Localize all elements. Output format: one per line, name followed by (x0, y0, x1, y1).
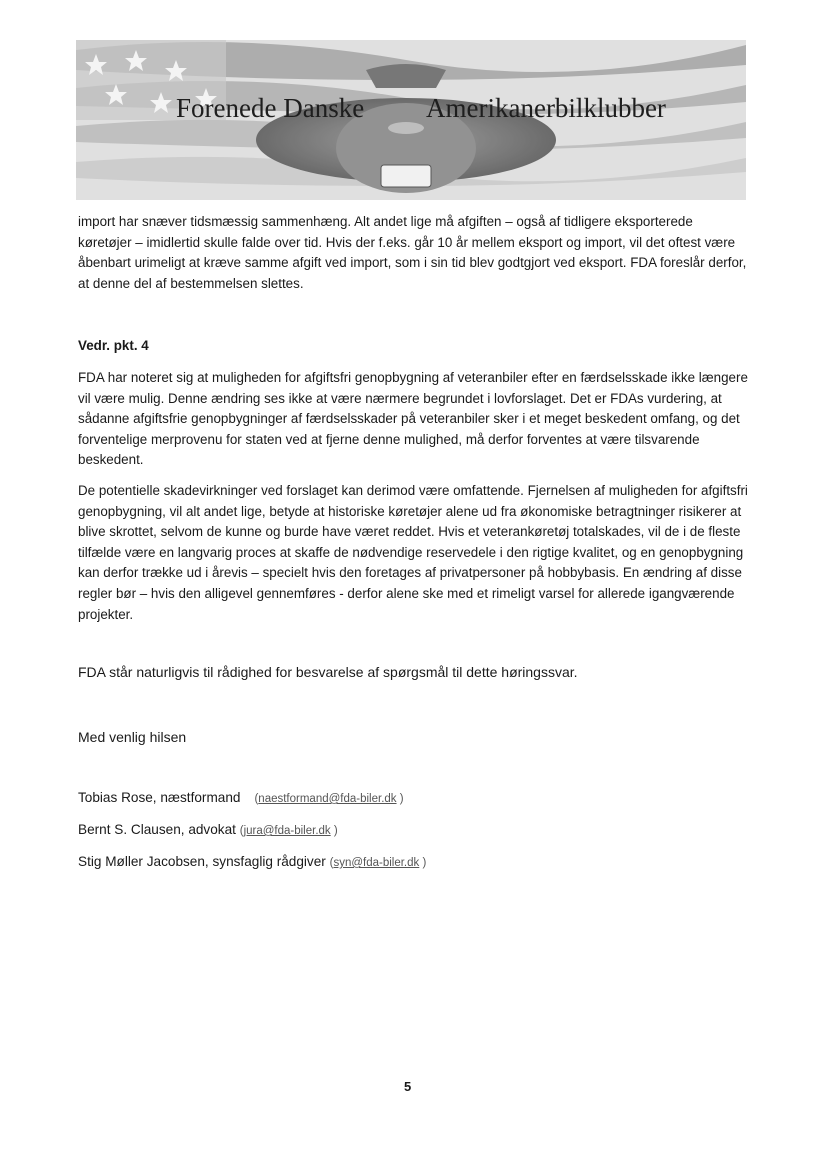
signatory-name: Tobias Rose, næstformand (78, 790, 241, 805)
letterhead-banner (76, 40, 746, 200)
paragraph-pkt4-intro: FDA har noteret sig at muligheden for afgiftsfri genopbygning af veteranbiler efter en færdselsskade ikke længere vil være mulig. Denne ændring ses ikke at være nærmere begrundet i lovforslaget. Det er FDAs vurdering, at sådanne afgiftsfrie genopbygninger af færdselsskader på veteranbiler sker i et meget beskedent omfang, og det forventelige merprovenu for staten ved at fjerne denne mulighed, må derfor forventes at være tilsvarende beskedent. (78, 370, 748, 468)
org-name-part-1: Forenede Danske (176, 93, 365, 123)
email-link[interactable]: naestformand@fda-biler.dk (258, 793, 397, 805)
email-wrapper: (naestformand@fda-biler.dk ) (254, 793, 404, 805)
signature-line (78, 788, 404, 809)
paragraph-pkt4-consequences: De potentielle skadevirkninger ved forslaget kan derimod være omfattende. Fjernelsen af muligheden for afgiftsfri genopbygning, vil alt andet lige, betyde at historiske køretøjer alene ud fra økonomiske betragtninger risikerer at blive skrottet, selvom de kunne og burde have været reddet. Hvis et veterankøretøj totalskades, vil de i de fleste tilfælde være en langvarig proces at skaffe de nødvendige reservedele i den rigtige kvalitet, og en genopbygning kan derfor trække ud i årevis – specielt hvis den foretages af privatpersoner på hobbybasis. En ændring af disse regler bør – hvis den alligevel gennemføres - derfor alene ske med et rimeligt varsel for allerede igangværende projekter. (78, 483, 748, 622)
email-wrapper: (syn@fda-biler.dk ) (329, 857, 427, 869)
availability-statement: FDA står naturligvis til rådighed for besvarelse af spørgsmål til dette høringssvar. (78, 664, 578, 680)
closing-greeting: Med venlig hilsen (78, 729, 187, 745)
signature-line (78, 820, 338, 841)
signatory-name: Stig Møller Jacobsen, synsfaglig rådgiver (78, 854, 326, 869)
signatory-name: Bernt S. Clausen, advokat (78, 822, 236, 837)
email-link[interactable]: jura@fda-biler.dk (243, 825, 331, 837)
organization-name (176, 93, 736, 124)
section-heading: Vedr. pkt. 4 (78, 338, 149, 353)
page-number: 5 (404, 1079, 412, 1094)
org-name-part-2: Amerikanerbilklubber (426, 93, 666, 123)
paragraph-continuation: import har snæver tidsmæssig sammenhæng. Alt andet lige må afgiften – også af tidligere eksporterede køretøjer – imidlertid skulle falde over tid. Hvis der f.eks. går 10 år mellem eksport og import, vil det oftest være åbenbart urimeligt at kræve samme afgift ved import, som i sin tid blev godtgjort ved eksport. FDA foreslår derfor, at denne del af bestemmelsen slettes. (78, 214, 747, 291)
signature-line (78, 852, 426, 873)
email-wrapper: (jura@fda-biler.dk ) (239, 825, 338, 837)
email-link[interactable]: syn@fda-biler.dk (333, 857, 420, 869)
